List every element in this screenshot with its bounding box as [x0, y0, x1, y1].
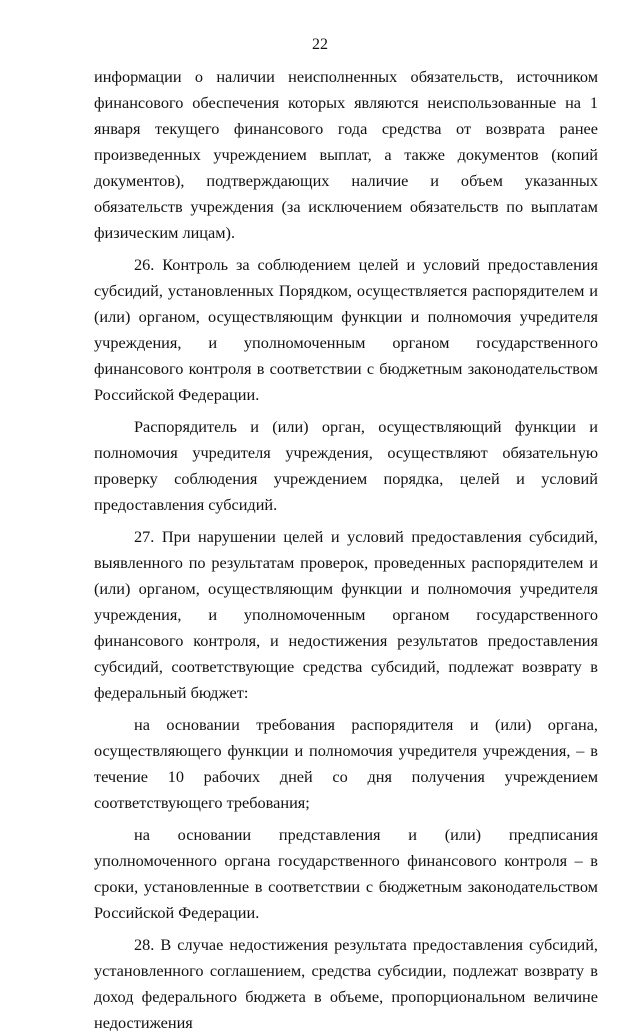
paragraph-28: 28. В случае недостижения результата предоставления субсидий, установленного соглашением, средства субсидии, подлежат возврату в доход федерального бюджета в объеме, пропорциональном величине недостижения	[94, 935, 598, 1032]
paragraph-continuation: информации о наличии неисполненных обязательств, источником финансового обеспечения которых являются неиспользованные на 1 января текущего финансового года средства от возврата ранее произведенных учреждением выплат, а также документов (копий документов), подтверждающих наличие и объем указанных обязательств учреждения (за исключением обязательств по выплатам физическим лицам).	[94, 67, 598, 242]
document-body	[94, 64, 598, 1036]
page-number: 22	[312, 36, 328, 53]
paragraph-27-order: на основании представления и (или) предписания уполномоченного органа государственного финансового контроля – в сроки, установленные в соответствии с бюджетным законодательством Российской Федерации.	[94, 825, 598, 922]
paragraph-26: 26. Контроль за соблюдением целей и условий предоставления субсидий, установленных Порядком, осуществляется распорядителем и (или) органом, осуществляющим функции и полномочия учредителя учреждения, и уполномоченным органом государственного финансового контроля в соответствии с бюджетным законодательством Российской Федерации.	[94, 255, 598, 404]
paragraph-27: 27. При нарушении целей и условий предоставления субсидий, выявленного по результатам проверок, проведенных распорядителем и (или) органом, осуществляющим функции и полномочия учредителя учреждения, и уполномоченным органом государственного финансового контроля, и недостижения результатов предоставления субсидий, соответствующие средства субсидий, подлежат возврату в федеральный бюджет:	[94, 527, 598, 702]
paragraph-26-verification: Распорядитель и (или) орган, осуществляющий функции и полномочия учредителя учреждения, осуществляют обязательную проверку соблюдения учреждением порядка, целей и условий предоставления субсидий.	[94, 417, 598, 514]
paragraph-27-requirement: на основании требования распорядителя и (или) органа, осуществляющего функции и полномочия учредителя учреждения, – в течение 10 рабочих дней со дня получения учреждением соответствующего требования;	[94, 715, 598, 812]
